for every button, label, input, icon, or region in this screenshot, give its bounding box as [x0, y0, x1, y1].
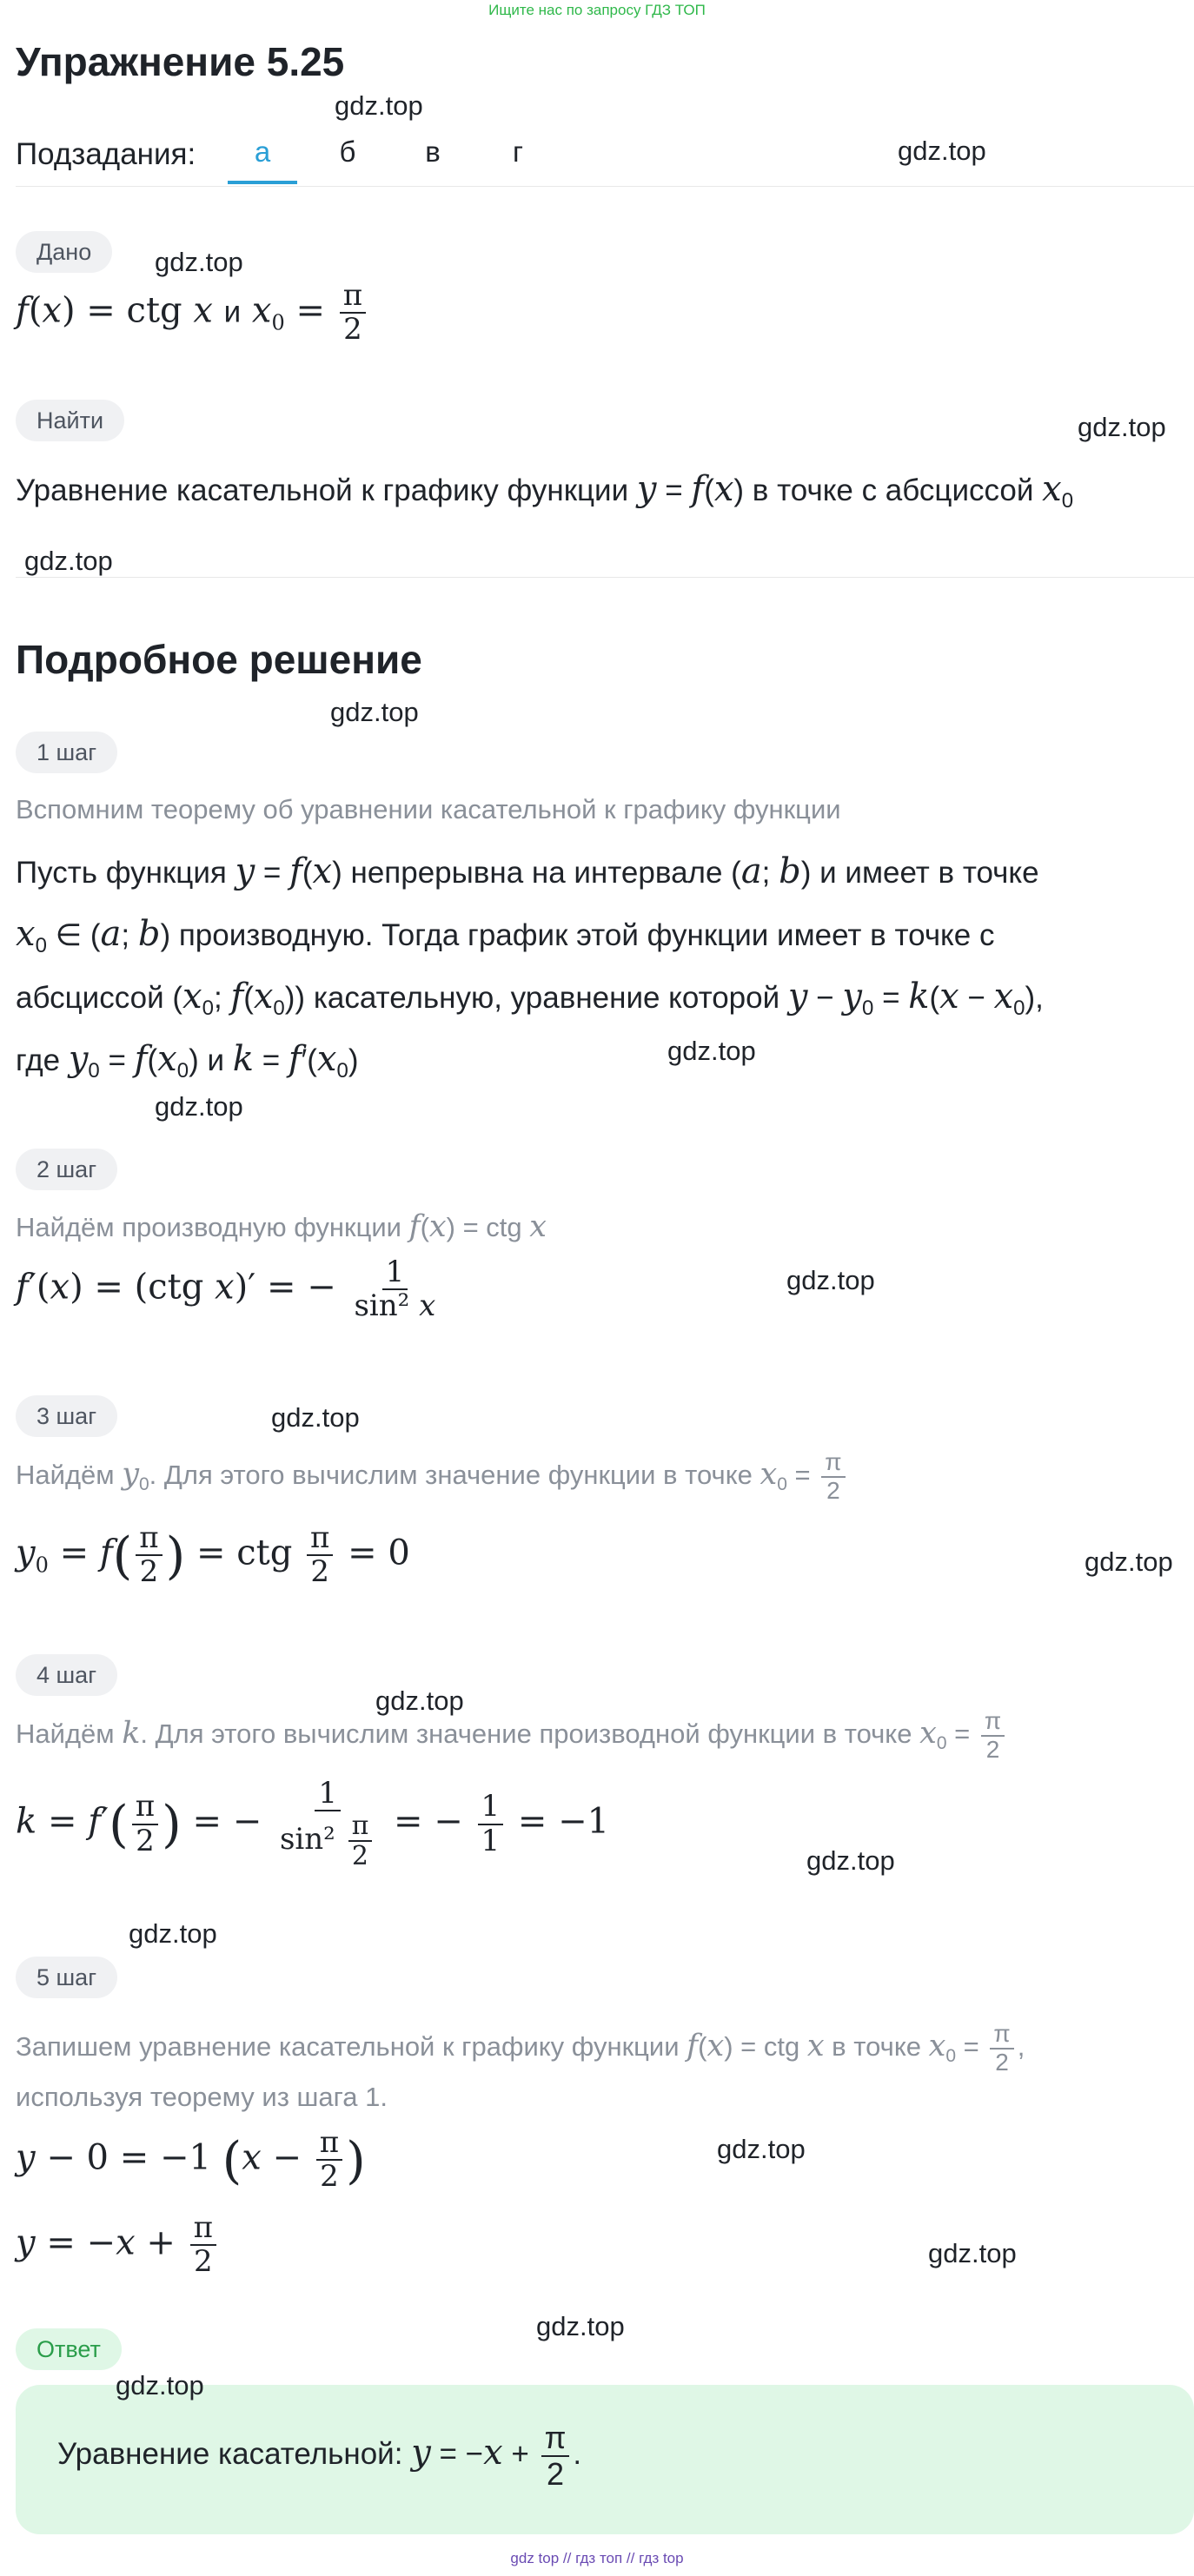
active-tab-indicator: [228, 181, 297, 184]
answer-text: Уравнение касательной: y = −x + $\frac{\pi}{2}$ .: [57, 2420, 582, 2492]
watermark: gdz.top: [24, 546, 113, 576]
step-body: абсциссой ($x_0$; $f(x_0)$) касательную, уравнение которой $y - y_0 = k(x - x_0)$,: [16, 977, 1044, 1020]
step-formula: y = −x + $\frac{\pi}{2}$: [16, 2212, 220, 2279]
step-badge: 4 шаг: [16, 1654, 117, 1696]
step-hint: Запишем уравнение касательной к графику функции f(x) = ctg x в точке $x_0$ = $\frac{\pi}{2}$ ,: [16, 2020, 1025, 2076]
find-text: Уравнение касательной к графику функции y = f(x) в точке с абсциссой $x_0$: [16, 469, 1074, 513]
watermark: gdz.top: [155, 247, 243, 277]
page-title: Упражнение 5.25: [16, 39, 345, 84]
step-formula: $y_0 = f$( $\frac{\pi}{2}$ ) = ctg $\frac{\pi}{2}$ = 0: [16, 1520, 410, 1590]
watermark: gdz.top: [116, 2370, 204, 2401]
step-formula: y − 0 = −1 (x − $\frac{\pi}{2}$ ): [16, 2125, 366, 2195]
watermark: gdz.top: [536, 2311, 625, 2341]
step-badge: 3 шаг: [16, 1395, 117, 1437]
tab-b[interactable]: б: [339, 136, 356, 168]
watermark: gdz.top: [330, 697, 419, 727]
subtasks-label: Подзадания:: [16, 137, 196, 171]
step-badge: 5 шаг: [16, 1957, 117, 1998]
watermark: gdz.top: [271, 1402, 360, 1433]
step-hint: Вспомним теорему об уравнении касательной к графику функции: [16, 794, 841, 824]
tab-g[interactable]: г: [512, 136, 524, 168]
watermark: gdz.top: [155, 1091, 243, 1122]
watermark: gdz.top: [898, 136, 986, 166]
watermark: gdz.top: [1085, 1546, 1173, 1577]
answer-badge: Ответ: [16, 2328, 122, 2370]
step-badge: 1 шаг: [16, 732, 117, 773]
step-formula: f′(x) = (ctg x)′ = − $\frac{1}{\text{sin² x}}$: [16, 1255, 436, 1324]
divider: [16, 186, 1194, 187]
given-math: f(x) = ctg x и $x_0$ = $\frac{\pi}{2}$: [16, 280, 369, 347]
given-badge: Дано: [16, 231, 112, 273]
watermark: gdz.top: [129, 1918, 217, 1949]
step-formula: k = f′( $\frac{\pi}{2}$ ) = − 1 sin² $\frac{\pi}{2}$ = − $\frac{1}{1}$ = −1: [16, 1776, 610, 1872]
find-badge: Найти: [16, 400, 124, 441]
step-hint: Найдём $y_0$. Для этого вычислим значение функции в точке $x_0$ = $\frac{\pi}{2}$: [16, 1449, 849, 1505]
watermark: gdz.top: [375, 1685, 464, 1716]
step-body: $x_0$ ∈ (a; b) производную. Тогда график этой функции имеет в точке с: [16, 914, 995, 957]
watermark: gdz.top: [1078, 412, 1166, 442]
watermark: gdz.top: [928, 2238, 1017, 2268]
step-body: где $y_0 = f(x_0)$ и $k = f'(x_0)$: [16, 1039, 359, 1083]
step-body: Пусть функция y = f(x) непрерывна на интервале (a; b) и имеет в точке: [16, 851, 1039, 891]
step-badge: 2 шаг: [16, 1149, 117, 1190]
tab-v[interactable]: в: [425, 136, 441, 168]
bottom-links[interactable]: gdz top // гдз топ // гдз top: [510, 2550, 684, 2566]
step-hint: используя теорему из шага 1.: [16, 2082, 388, 2112]
watermark: gdz.top: [667, 1036, 756, 1066]
step-hint: Найдём k. Для этого вычислим значение производной функции в точке $x_0$ = $\frac{\pi}{2}$: [16, 1708, 1008, 1764]
divider: [16, 577, 1194, 578]
watermark: gdz.top: [786, 1265, 875, 1295]
watermark: gdz.top: [717, 2134, 806, 2164]
step-hint: Найдём производную функции f(x) = ctg x: [16, 1209, 547, 1244]
watermark: gdz.top: [335, 90, 423, 121]
watermark: gdz.top: [806, 1845, 895, 1876]
solution-title: Подробное решение: [16, 637, 422, 682]
tab-a[interactable]: а: [254, 136, 271, 168]
top-banner: Ищите нас по запросу ГДЗ ТОП: [488, 2, 706, 18]
